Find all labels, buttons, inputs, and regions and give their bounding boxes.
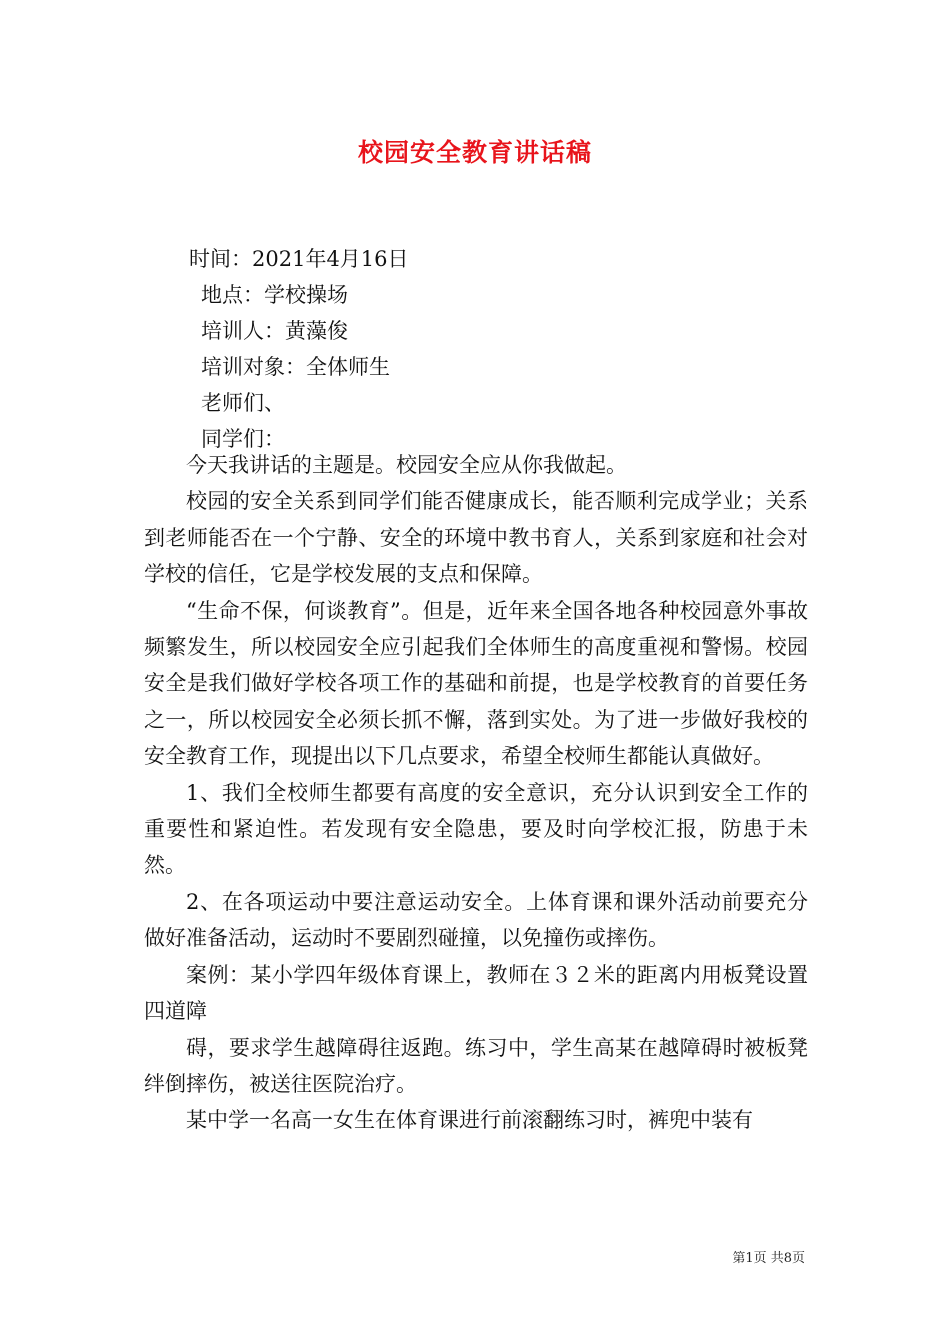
paragraph-requirement-1: 1、我们全校师生都要有高度的安全意识，充分认识到安全工作的重要性和紧迫性。若发现有安全隐患，要及时向学校汇报，防患于未然。 (144, 780, 808, 878)
meta-audience: 培训对象：全体师生 (201, 355, 390, 379)
page-number-footer: 第1页 共8页 (732, 1251, 805, 1266)
document-title: 校园安全教育讲话稿 (357, 138, 592, 167)
meta-time: 时间：2021年4月16日 (189, 247, 409, 271)
paragraph-life: “生命不保，何谈教育”。但是，近年来全国各地各种校园意外事故频繁发生，所以校园安全应引起我们全体师生的高度重视和警惕。校园安全是我们做好学校各项工作的基础和前提，也是学校教育的首要任务之一，所以校园安全必须长抓不懈，落到实处。为了进一步做好我校的安全教育工作，现提出以下几点要求，希望全校师生都能认真做好。 (144, 598, 808, 769)
paragraph-topic: 今天我讲话的主题是。校园安全应从你我做起。 (186, 453, 627, 477)
paragraph-case-1: 案例：某小学四年级体育课上，教师在３２米的距离内用板凳设置四道障 (144, 962, 808, 1024)
paragraph-requirement-2: 2、在各项运动中要注意运动安全。上体育课和课外活动前要充分做好准备活动，运动时不要剧烈碰撞，以免撞伤或摔伤。 (144, 889, 808, 951)
paragraph-case-2: 某中学一名高一女生在体育课进行前滚翻练习时，裤兜中装有 (186, 1108, 753, 1133)
greeting-teachers: 老师们、 (201, 391, 285, 415)
paragraph-importance: 校园的安全关系到同学们能否健康成长，能否顺利完成学业；关系到老师能否在一个宁静、安全的环境中教书育人，关系到家庭和社会对学校的信任，它是学校发展的支点和保障。 (144, 489, 808, 587)
greeting-students: 同学们： (201, 427, 285, 451)
paragraph-case-1-continued: 碍，要求学生越障碍往返跑。练习中，学生高某在越障碍时被板凳绊倒摔伤，被送往医院治疗。 (144, 1035, 808, 1096)
meta-trainer: 培训人：黄藻俊 (201, 319, 348, 343)
document-body (144, 447, 808, 1139)
meta-place: 地点：学校操场 (201, 283, 348, 307)
